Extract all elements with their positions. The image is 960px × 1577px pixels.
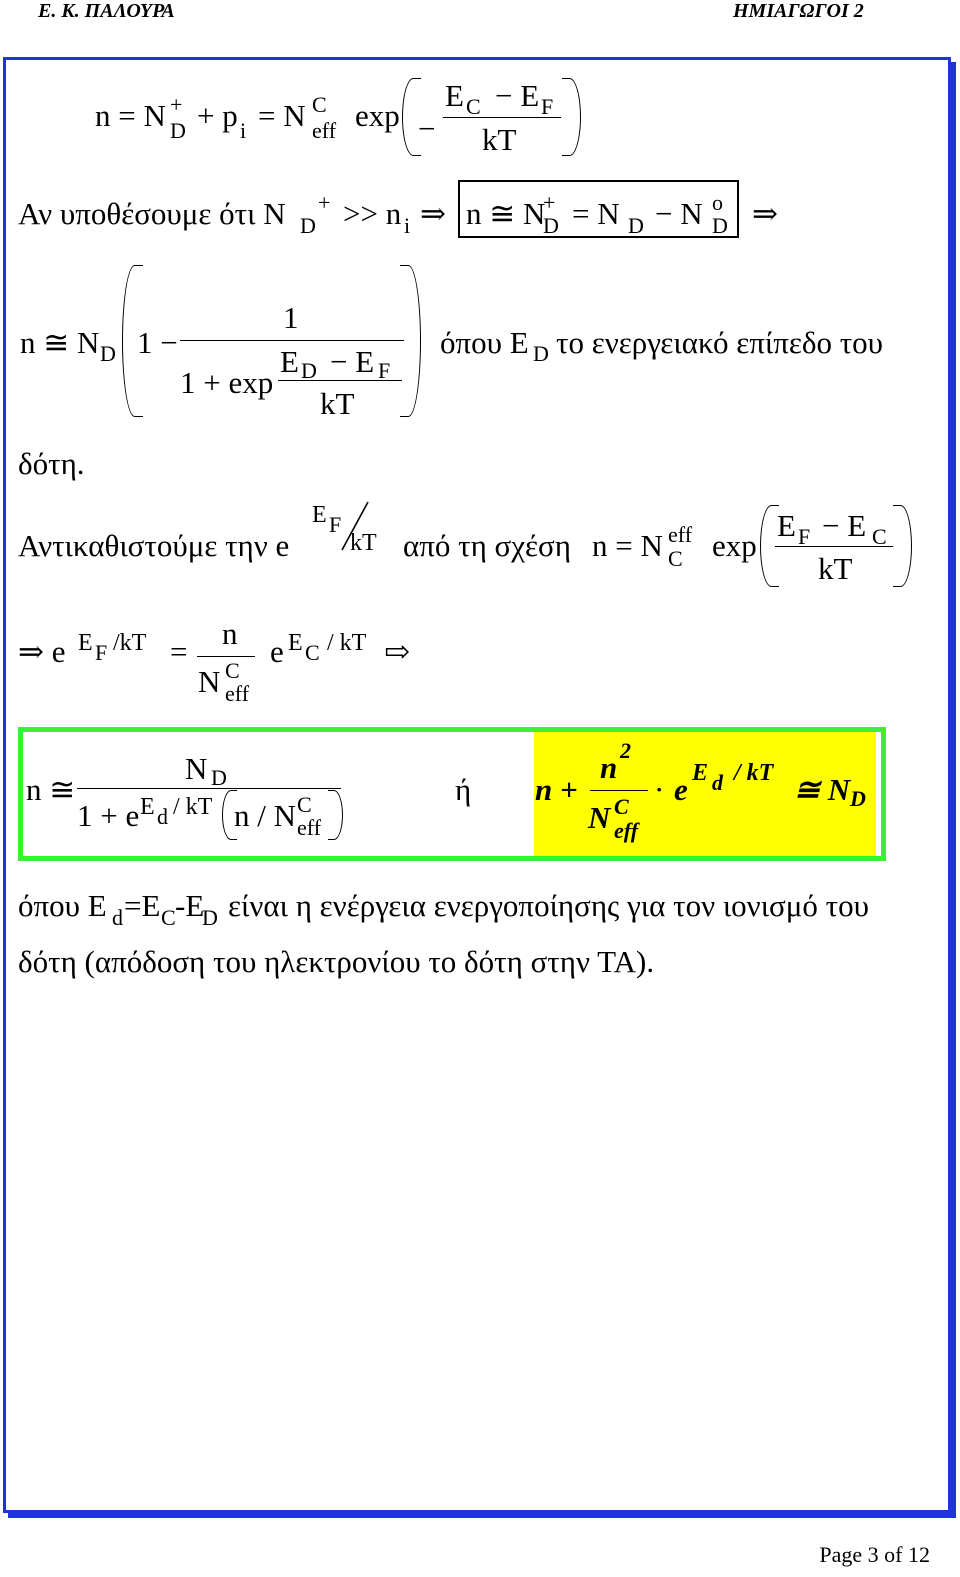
- final-line1-rest: είναι η ενέργεια ενεργοποίησης για τον ιονισμό του: [228, 888, 869, 923]
- or-text: ή: [455, 772, 472, 807]
- line4-text: δότη.: [18, 446, 85, 481]
- final-line2: δότη (απόδοση του ηλεκτρονίου το δότη στην ΤΑ).: [18, 944, 655, 979]
- header-title: ΗΜΙΑΓΩΓΟΙ 2: [733, 0, 864, 22]
- line5-text: Αντικαθιστούμε την e: [18, 528, 290, 563]
- page-number: Page 3 of 12: [819, 1542, 930, 1567]
- line3-desc: όπου E: [440, 325, 529, 360]
- final-line1-prefix: όπου E: [18, 888, 107, 923]
- line3-desc-rest: το ενεργειακό επίπεδο του: [556, 325, 884, 360]
- line5-middle: από τη σχέση: [403, 528, 571, 563]
- line2-text: Αν υποθέσουμε ότι N: [18, 196, 286, 231]
- header-author: Ε. Κ. ΠΑΛΟΥΡΑ: [38, 0, 175, 22]
